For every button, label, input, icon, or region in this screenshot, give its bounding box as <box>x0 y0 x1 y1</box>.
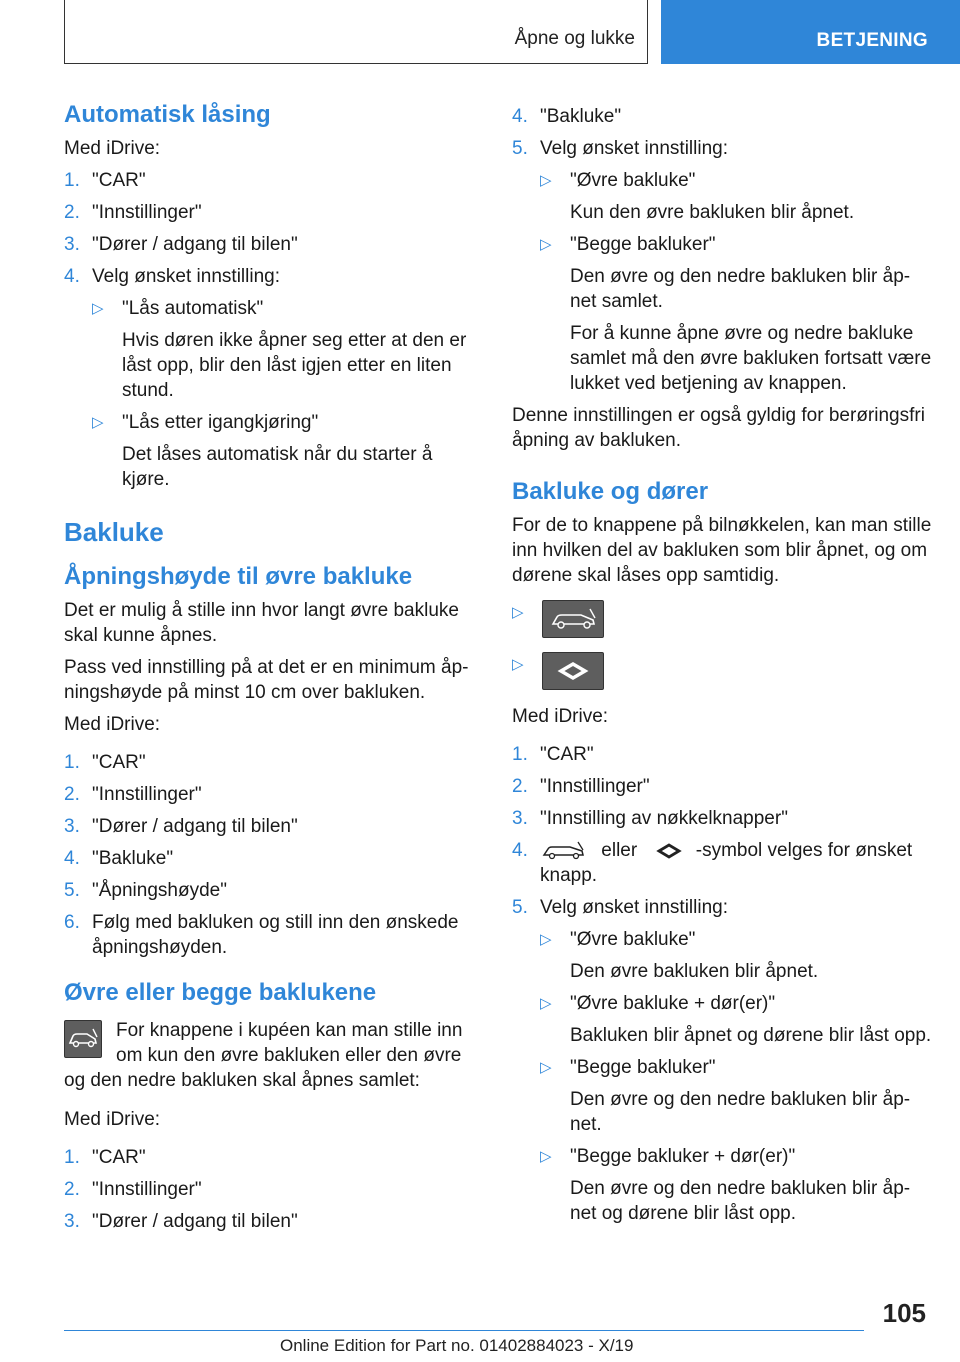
step-text: Følg med bakluken og still inn den ønskede åpningshøyden. <box>92 912 459 958</box>
step-text: "Dører / adgang til bilen" <box>92 816 298 837</box>
left-column <box>64 100 470 1241</box>
option-description: Bakluken blir åpnet og dørene blir låst opp. <box>570 1025 932 1046</box>
step-text: "Innstillinger" <box>92 1179 202 1200</box>
list-item <box>64 878 470 903</box>
option-label: "Begge bakluker + dør(er)" <box>570 1146 796 1167</box>
step-text: Velg ønsket innstilling: <box>92 266 280 287</box>
step-text: "Innstillinger" <box>92 784 202 805</box>
step-text: "CAR" <box>92 752 146 773</box>
list-item <box>64 168 470 193</box>
option-item <box>512 232 932 257</box>
step-text: "Dører / adgang til bilen" <box>92 234 298 255</box>
list-item <box>64 200 470 225</box>
triangle-bullet-icon: ▷ <box>92 300 104 317</box>
option-item <box>64 296 470 321</box>
option-description: Hvis døren ikke åpner seg etter at den er låst opp, blir den låst igjen etter en liten stund. <box>122 330 467 401</box>
car-tailgate-icon <box>542 600 604 638</box>
step-text: "Innstilling av nøkkelknapper" <box>540 808 788 829</box>
option-label: "Lås etter igangkjøring" <box>122 412 319 433</box>
paragraph-note: Denne innstillingen er også gyldig for berøringsfri åpning av bakluken. <box>512 405 925 451</box>
right-column <box>512 104 932 1233</box>
step-number: 5. <box>64 880 80 901</box>
step-text: "Innstillinger" <box>540 776 650 797</box>
step-list <box>512 104 932 161</box>
list-item <box>512 742 932 767</box>
list-item <box>64 232 470 257</box>
step-number: 5. <box>512 897 528 918</box>
step-text: Velg ønsket innstilling: <box>540 897 728 918</box>
or-text: eller <box>601 840 638 861</box>
step-number: 5. <box>512 138 528 159</box>
option-item <box>512 927 932 952</box>
triangle-bullet-icon: ▷ <box>512 656 524 673</box>
option-item <box>512 1055 932 1080</box>
heading-opening-height: Åpningshøyde til øvre bakluke <box>64 563 413 590</box>
step-number: 4. <box>512 106 528 127</box>
heading-tailgate-doors: Bakluke og dører <box>512 478 709 505</box>
step-list <box>512 742 932 920</box>
step-text: "Åpningshøyde" <box>92 880 227 901</box>
step-number: 3. <box>64 234 80 255</box>
step-text: "CAR" <box>92 1147 146 1168</box>
list-item <box>64 782 470 807</box>
step-list <box>64 1145 470 1234</box>
step-number: 1. <box>64 1147 80 1168</box>
key-button-option <box>512 600 932 638</box>
step-text <box>540 838 912 888</box>
step-number: 3. <box>64 816 80 837</box>
option-item <box>64 410 470 435</box>
option-description-extra: For å kunne åpne øvre og nedre bakluke samlet må den øvre bakluken fortsatt være lukket ved betjening av knappen. <box>570 323 932 394</box>
list-item <box>64 264 470 289</box>
step-text: "Bakluke" <box>540 106 622 127</box>
option-label: "Lås automatisk" <box>122 298 264 319</box>
list-item <box>512 774 932 799</box>
step-text: "CAR" <box>92 170 146 191</box>
idrive-intro: Med iDrive: <box>64 714 161 735</box>
list-item <box>512 895 932 920</box>
header-title-box <box>64 0 648 64</box>
list-item <box>64 1209 470 1234</box>
step-number: 3. <box>64 1211 80 1232</box>
option-description: Den øvre og den nedre bakluken blir åp‐net og dørene blir låst opp. <box>570 1178 911 1224</box>
footer-edition: Online Edition for Part no. 01402884023 - X/19 <box>280 1336 634 1355</box>
step-number: 1. <box>64 170 80 191</box>
option-item <box>512 1144 932 1169</box>
triangle-bullet-icon: ▷ <box>540 1059 552 1076</box>
step-number: 2. <box>512 776 528 797</box>
option-label: "Øvre bakluke" <box>570 170 696 191</box>
heading-auto-lock: Automatisk låsing <box>64 101 271 128</box>
idrive-intro: Med iDrive: <box>64 1109 161 1130</box>
list-item <box>64 1145 470 1170</box>
step-text: Velg ønsket innstilling: <box>540 138 728 159</box>
key-button-option <box>512 652 932 690</box>
heading-upper-or-both: Øvre eller begge baklukene <box>64 979 377 1006</box>
step-text-end: knapp. <box>540 865 598 886</box>
car-tailgate-icon <box>64 1020 102 1058</box>
list-item <box>512 104 932 129</box>
header-section-label: BETJENING <box>816 30 928 51</box>
step-number: 2. <box>64 1179 80 1200</box>
list-item <box>512 838 932 888</box>
triangle-bullet-icon: ▷ <box>512 604 524 621</box>
paragraph: Det er mulig å stille inn hvor langt øvre bakluke skal kunne åpnes. <box>64 600 459 646</box>
option-item <box>512 168 932 193</box>
option-label: "Øvre bakluke" <box>570 929 696 950</box>
step-number: 3. <box>512 808 528 829</box>
list-item <box>512 806 932 831</box>
option-item <box>512 991 932 1016</box>
paragraph-with-icon <box>64 1018 470 1093</box>
step-text: "Innstillinger" <box>92 202 202 223</box>
list-item <box>64 750 470 775</box>
paragraph: Pass ved innstilling på at det er en minimum åp‐ningshøyde på minst 10 cm over bakluken. <box>64 657 469 703</box>
option-label: "Begge bakluker" <box>570 1057 716 1078</box>
step-number: 4. <box>64 266 80 287</box>
option-description: Den øvre bakluken blir åpnet. <box>570 961 819 982</box>
list-item <box>64 814 470 839</box>
triangle-bullet-icon: ▷ <box>540 1148 552 1165</box>
list-item <box>512 136 932 161</box>
triangle-bullet-icon: ▷ <box>540 236 552 253</box>
option-description: Den øvre og den nedre bakluken blir åp‐net samlet. <box>570 266 911 312</box>
triangle-bullet-icon: ▷ <box>540 995 552 1012</box>
page-number: 105 <box>882 1298 926 1328</box>
step-number: 2. <box>64 784 80 805</box>
diamond-icon <box>542 652 604 690</box>
option-label: "Begge bakluker" <box>570 234 716 255</box>
option-description: Kun den øvre bakluken blir åpnet. <box>570 202 855 223</box>
option-description: Det låses automatisk når du starter å kjøre. <box>122 444 433 490</box>
idrive-intro: Med iDrive: <box>64 138 161 159</box>
step-list <box>64 168 470 289</box>
idrive-intro: Med iDrive: <box>512 706 609 727</box>
step-number: 4. <box>512 840 528 861</box>
header-section-tab <box>661 0 960 64</box>
step-text: "Bakluke" <box>92 848 174 869</box>
triangle-bullet-icon: ▷ <box>540 931 552 948</box>
step-text-tail: -symbol velges for ønsket <box>695 840 913 861</box>
step-text: "CAR" <box>540 744 594 765</box>
footer-divider <box>64 1330 864 1331</box>
step-text: "Dører / adgang til bilen" <box>92 1211 298 1232</box>
step-list <box>64 750 470 960</box>
step-number: 1. <box>64 752 80 773</box>
triangle-bullet-icon: ▷ <box>92 414 104 431</box>
list-item <box>64 910 470 960</box>
list-item <box>64 1177 470 1202</box>
diamond-icon <box>654 843 684 859</box>
step-number: 1. <box>512 744 528 765</box>
header-title: Åpne og lukke <box>514 28 635 49</box>
step-number: 2. <box>64 202 80 223</box>
triangle-bullet-icon: ▷ <box>540 172 552 189</box>
list-item <box>64 846 470 871</box>
paragraph: For de to knappene på bilnøkkelen, kan man stille inn hvilken del av bakluken som blir åpnet, og om dørene skal låses opp samtidig. <box>512 515 932 586</box>
paragraph-text: For knappene i kupéen kan man stille inn om kun den øvre bakluken eller den øvre og den nedre bakluken skal åpnes samlet: <box>64 1020 463 1091</box>
option-label: "Øvre bakluke + dør(er)" <box>570 993 776 1014</box>
car-tailgate-icon <box>540 841 590 861</box>
option-description: Den øvre og den nedre bakluken blir åp‐net. <box>570 1089 911 1135</box>
heading-bakluke: Bakluke <box>64 517 164 547</box>
step-number: 4. <box>64 848 80 869</box>
step-number: 6. <box>64 912 80 933</box>
